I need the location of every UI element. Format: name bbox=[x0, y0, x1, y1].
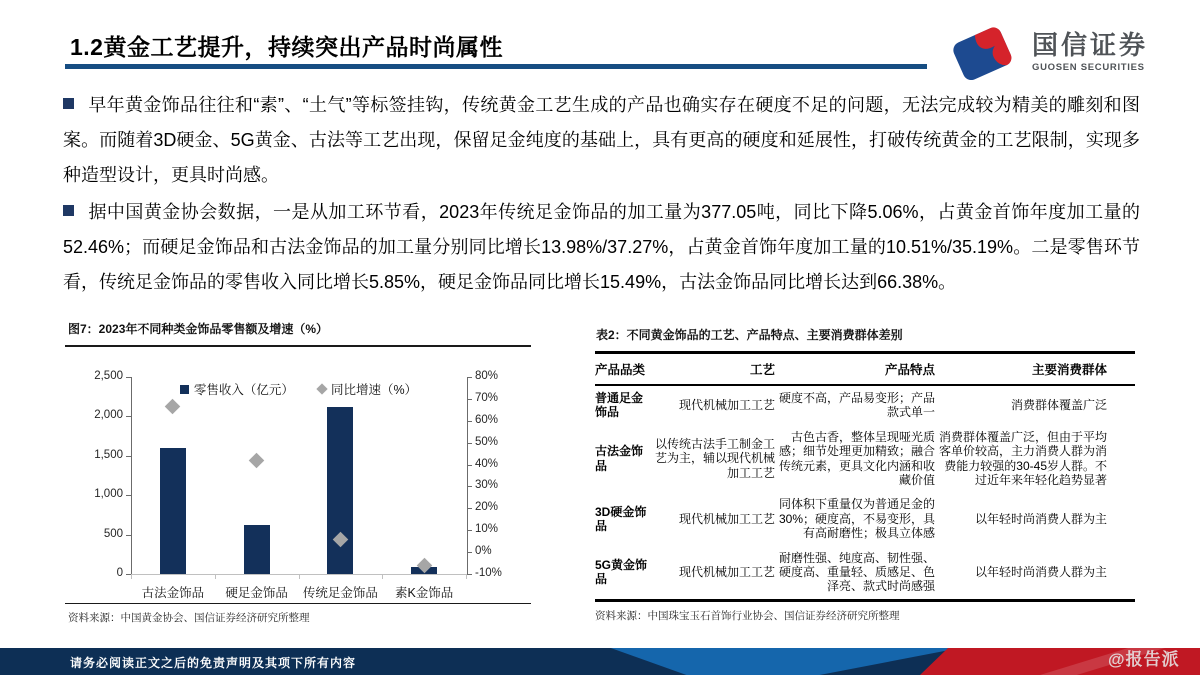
table-2 bbox=[595, 326, 1135, 623]
bullet-square-icon bbox=[63, 98, 74, 109]
left-axis-tick bbox=[126, 456, 131, 457]
x-axis-tick bbox=[131, 574, 132, 579]
table-header: 产品品类 bbox=[595, 353, 649, 386]
x-axis-tick bbox=[299, 574, 300, 579]
page-title: 1.2黄金工艺提升，持续突出产品时尚属性 bbox=[70, 34, 503, 60]
table-cell: 耐磨性强、纯度高、韧性强、硬度高、重量轻、质感足、色泽亮、款式时尚感强 bbox=[778, 550, 935, 594]
left-axis-tick bbox=[126, 416, 131, 417]
bar bbox=[160, 448, 186, 574]
logo-text bbox=[1032, 29, 1149, 73]
company-logo bbox=[944, 24, 1148, 80]
table-header: 产品特点 bbox=[775, 353, 935, 386]
right-axis-label: -10% bbox=[475, 567, 502, 579]
footer-bar bbox=[0, 648, 1200, 675]
right-axis-tick bbox=[467, 574, 472, 575]
right-axis-label: 0% bbox=[475, 545, 492, 558]
table-cell: 现代机械加工工艺 bbox=[678, 564, 775, 579]
left-axis-tick bbox=[126, 535, 131, 536]
x-axis-category-label: 古法金饰品 bbox=[141, 586, 205, 600]
left-axis-label: 0 bbox=[116, 567, 123, 579]
bullet-square-icon bbox=[63, 205, 74, 216]
table-row bbox=[595, 385, 1135, 425]
right-axis-tick bbox=[467, 530, 472, 531]
table-cell: 以年轻时尚消费人群为主 bbox=[974, 564, 1107, 579]
x-axis-category-label: 硬足金饰品 bbox=[225, 586, 288, 600]
comparison-table bbox=[595, 351, 1135, 602]
table-cell: 消费群体覆盖广泛 bbox=[1010, 398, 1107, 413]
legend-label: 零售收入（亿元） bbox=[193, 383, 294, 397]
footer-disclaimer: 请务必阅读正文之后的免责声明及其项下所有内容 bbox=[70, 656, 357, 670]
right-axis-tick bbox=[467, 508, 472, 509]
legend-label: 同比增速（%） bbox=[330, 383, 418, 397]
legend-bar-swatch-icon bbox=[180, 385, 189, 394]
table-source: 资料来源：中国珠宝玉石首饰行业协会、国信证券经济研究所整理 bbox=[595, 609, 900, 622]
table-cell: 古色古香，整体呈现哑光质感；细节处理更加精致；融合传统元素，更具文化内涵和收藏价值 bbox=[778, 429, 935, 487]
left-axis-label: 2,000 bbox=[94, 409, 123, 422]
right-axis-tick bbox=[467, 399, 472, 400]
table-header: 主要消费群体 bbox=[935, 353, 1135, 386]
left-axis-tick bbox=[126, 495, 131, 496]
table-header: 工艺 bbox=[649, 353, 775, 386]
table-row bbox=[595, 546, 1135, 601]
legend-diamond-swatch-icon bbox=[316, 383, 327, 394]
right-axis-label: 70% bbox=[475, 391, 499, 404]
right-axis-label: 30% bbox=[475, 479, 499, 492]
table-cell: 现代机械加工工艺 bbox=[678, 398, 775, 413]
bullet-paragraph bbox=[63, 195, 1140, 300]
right-axis-label: 10% bbox=[475, 523, 499, 536]
table-caption: 表2：不同黄金饰品的工艺、产品特点、主要消费群体差别 bbox=[596, 328, 903, 342]
figure-source: 资料来源：中国黄金协会、国信证券经济研究所整理 bbox=[68, 612, 310, 624]
left-axis-label: 500 bbox=[103, 527, 123, 540]
bar bbox=[244, 525, 270, 574]
right-axis-tick bbox=[467, 443, 472, 444]
legend-item bbox=[318, 380, 417, 398]
right-axis-tick bbox=[467, 465, 472, 466]
bar bbox=[327, 407, 353, 574]
row-label-cell: 5G黄金饰品 bbox=[595, 557, 648, 587]
bullet-paragraph bbox=[63, 88, 1140, 193]
paragraph-text: 据中国黄金协会数据，一是从加工环节看，2023年传统足金饰品的加工量为377.05吨，同比下降5.06%，占黄金首饰年度加工量的52.46%；而硬足金饰品和古法金饰品的加工量分别同比增长13.98%/37.27%，占黄金首饰年度加工量的10.51%/35.19%。二是零售环节看，传统足金饰品的零售收入同比增长5.85%，硬足金饰品同比增长15.49%，古法金饰品同比增长达到66.38%。 bbox=[63, 202, 1140, 292]
x-axis-tick bbox=[466, 574, 467, 579]
right-axis-label: 60% bbox=[475, 413, 499, 426]
body-text bbox=[63, 88, 1140, 302]
watermark: @报告派 bbox=[1108, 650, 1180, 669]
figure-7 bbox=[65, 318, 531, 625]
row-label-cell: 3D硬金饰品 bbox=[595, 504, 647, 533]
logo-mark-icon bbox=[944, 24, 1022, 80]
table-cell: 硬度不高，产品易变形；产品款式单一 bbox=[778, 391, 935, 420]
right-axis-tick bbox=[467, 552, 472, 553]
title-underline bbox=[65, 64, 927, 69]
left-axis-label: 1,500 bbox=[94, 448, 123, 461]
row-label-cell: 普通足金饰品 bbox=[595, 391, 644, 420]
x-axis-tick bbox=[382, 574, 383, 579]
chart-legend bbox=[131, 380, 466, 398]
table-cell: 以传统古法手工制金工艺为主，辅以现代机械加工工艺 bbox=[654, 436, 775, 480]
right-axis-label: 40% bbox=[475, 457, 499, 470]
row-label-cell: 古法金饰品 bbox=[595, 444, 644, 473]
right-axis-label: 50% bbox=[475, 435, 499, 448]
table-header-row bbox=[595, 353, 1135, 386]
legend-item bbox=[180, 380, 294, 398]
table-row bbox=[595, 492, 1135, 545]
right-axis-tick bbox=[467, 377, 472, 378]
table-cell: 以年轻时尚消费人群为主 bbox=[974, 511, 1107, 526]
x-axis-category-label: 传统足金饰品 bbox=[302, 586, 378, 600]
left-axis-label: 1,000 bbox=[94, 488, 123, 501]
figure-caption: 图7：2023年不同种类金饰品零售额及增速（%） bbox=[65, 318, 531, 347]
logo-name-cn: 国信证券 bbox=[1032, 29, 1149, 60]
table-cell: 现代机械加工工艺 bbox=[678, 511, 775, 526]
right-axis-label: 20% bbox=[475, 501, 499, 514]
table-cell: 消费群体覆盖广泛，但由于平均客单价较高，主力消费人群为消费能力较强的30-45岁人群。不过近年来年轻化趋势显著 bbox=[938, 429, 1107, 487]
left-axis-tick bbox=[126, 377, 131, 378]
table-cell: 同体积下重量仅为普通足金的30%；硬度高，不易变形，具有高耐磨性；极具立体感 bbox=[778, 497, 935, 541]
right-axis-label: 80% bbox=[475, 370, 499, 382]
paragraph-text: 早年黄金饰品往往和“素”、“土气”等标签挂钩，传统黄金工艺生成的产品也确实存在硬度不足的问题，无法完成较为精美的雕刻和图案。而随着3D硬金、5G黄金、古法等工艺出现，保留足金纯度的基础上，具有更高的硬度和延展性，打破传统黄金的工艺限制，实现多种造型设计，更具时尚感。 bbox=[63, 95, 1140, 185]
x-axis-tick bbox=[215, 574, 216, 579]
bar-chart bbox=[65, 349, 531, 603]
footer-blue-shape bbox=[600, 648, 960, 675]
right-axis-tick bbox=[467, 486, 472, 487]
logo-name-en: GUOSEN SECURITIES bbox=[1032, 61, 1145, 73]
table-row bbox=[595, 425, 1135, 493]
x-axis-category-label: 素K金饰品 bbox=[394, 586, 454, 600]
left-axis-label: 2,500 bbox=[94, 370, 123, 382]
right-axis-tick bbox=[467, 421, 472, 422]
